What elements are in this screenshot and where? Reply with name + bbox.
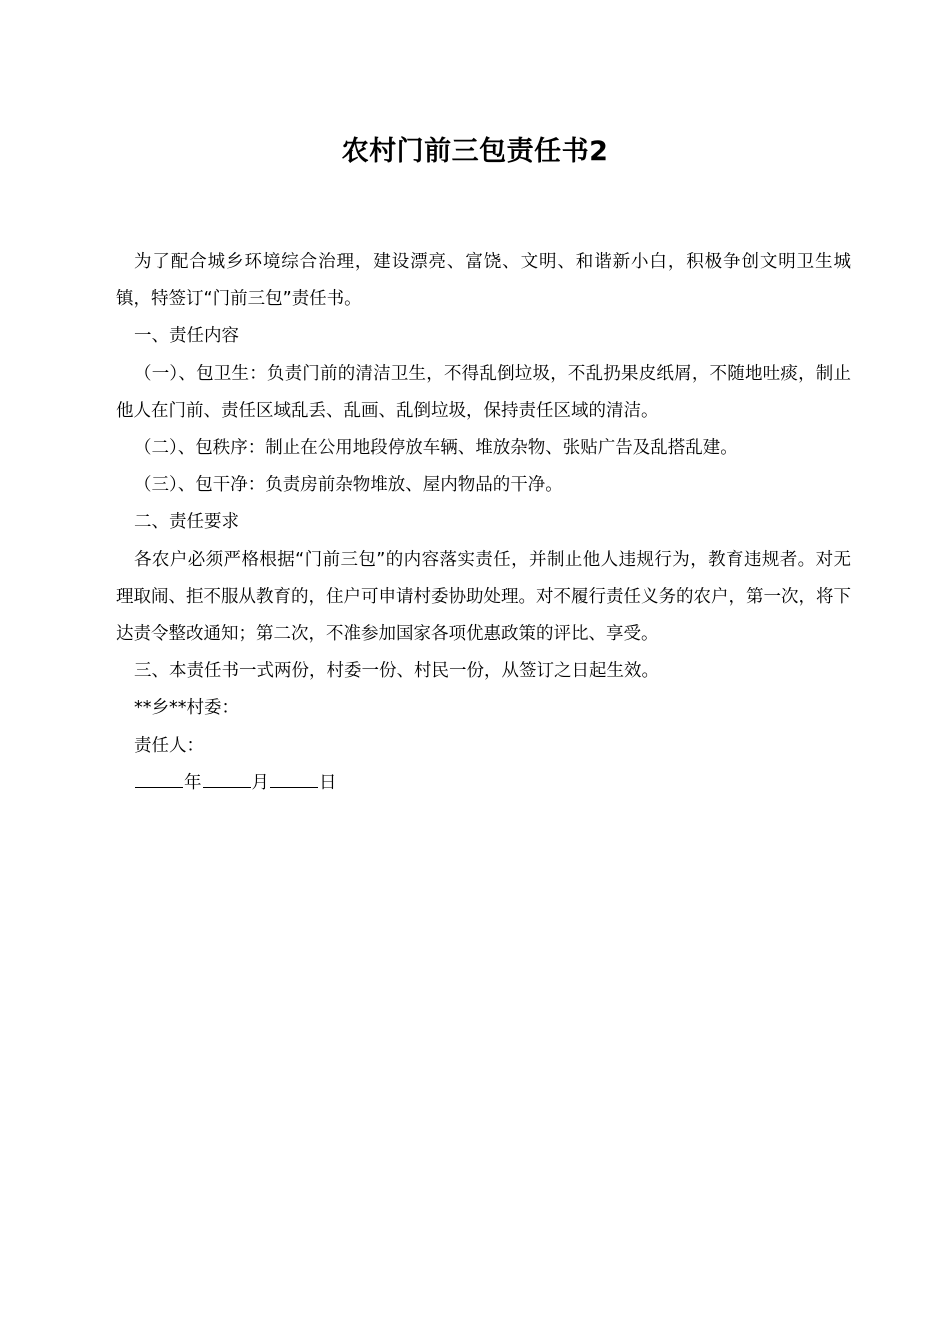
day-blank <box>270 786 318 788</box>
document-body <box>116 244 851 802</box>
validity-paragraph: 三、本责任书一式两份，村委一份、村民一份，从签订之日起生效。 <box>134 661 659 682</box>
intro-paragraph: 为了配合城乡环境综合治理，建设漂亮、富饶、文明、和谐新小白，积极争创文明卫生城镇，特签订“门前三包”责任书。 <box>116 252 851 310</box>
month-label: 月 <box>251 772 269 793</box>
item-sanitation: （一）、包卫生：负责门前的清洁卫生，不得乱倒垃圾，不乱扔果皮纸屑，不随地吐痰，制止他人在门前、责任区域乱丢、乱画、乱倒垃圾，保持责任区域的清洁。 <box>116 363 851 421</box>
item-order: （二）、包秩序：制止在公用地段停放车辆、堆放杂物、张贴广告及乱搭乱建。 <box>134 438 738 459</box>
date-line <box>116 765 851 802</box>
section-heading-responsibilities: 一、责任内容 <box>134 326 239 347</box>
responsible-person-line: 责任人： <box>134 735 204 756</box>
section-heading-requirements: 二、责任要求 <box>134 512 239 533</box>
item-cleanliness: （三）、包干净：负责房前杂物堆放、屋内物品的干净。 <box>134 475 563 496</box>
year-label: 年 <box>184 772 202 793</box>
committee-signature-line: **乡**村委： <box>134 698 239 719</box>
requirements-paragraph: 各农户必须严格根据“门前三包”的内容落实责任，并制止他人违规行为，教育违规者。对无理取闹、拒不服从教育的，住户可申请村委协助处理。对不履行责任义务的农户，第一次，将下达责令整改通知；第二次，不准参加国家各项优惠政策的评比、享受。 <box>116 549 851 645</box>
day-label: 日 <box>319 772 337 793</box>
month-blank <box>203 786 251 788</box>
year-blank <box>135 786 183 788</box>
document-title: 农村门前三包责任书2 <box>341 136 609 167</box>
